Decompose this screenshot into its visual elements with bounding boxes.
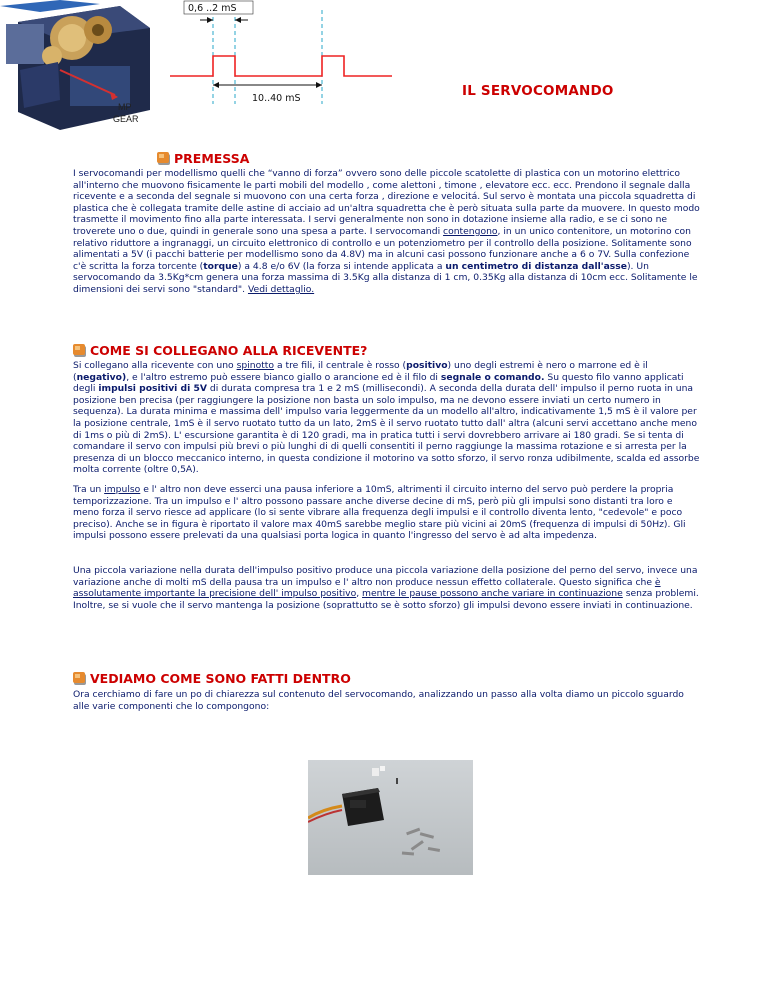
photo-label-mp: MP <box>118 102 132 112</box>
servo-gear-photo <box>0 0 155 135</box>
servo-disassembled-photo <box>308 760 473 875</box>
period-label: 10..40 mS <box>252 93 301 104</box>
heading-collegano <box>73 344 367 358</box>
heading-bullet-icon <box>157 152 171 166</box>
collegano-paragraph-3: Una piccola variazione nella durata dell'impulso positivo produce una piccola variazione della posizione del perno del servo, invece una variazione anche di molti mS della pausa tra un impulso e l' altro non produce nessun effetto collaterale. Questo significa che è assolutamente importante la precisione dell' impulso positivo, mentre le pause possono anche variare in continuazione senza problemi. Inoltre, se si vuole che il servo mantenga la posizione (soprattutto se è sotto sforzo) gli impulsi devono essere inviati in continuazione. <box>73 565 699 611</box>
heading-bullet-icon <box>73 672 87 686</box>
heading-premessa-text: PREMESSA <box>174 151 250 166</box>
premessa-paragraph: I servocomandi per modellismo quelli che “vanno di forza” ovvero sono delle piccole scatolette di plastica con un motorino elettrico all'interno che muovono fisicamente le parti mobili del modello , come alettoni , timone , elevatore ecc. ecc. Prendono il segnale dalla ricevente e a seconda del segnale si muovono con una certa forza , direzione e velocitá. Sul servo è montata una piccola squadretta di plastica che è collegata tramite delle astine di acciaio ad un'altra squadretta che è però situata sulla parte da muovere. In questo modo trasmette il movimento fino alla parte interessata. I servi generalmente non sono in dotazione insieme alla radio, e se ci sono ne troverete uno o due, quindi in generale sono una spesa a parte. I servocomandi contengono, in un unico contenitore, un motorino con relativo riduttore a ingranaggi, un circuito elettronico di controllo e un potenziometro per il controllo della posizione. Solitamente sono alimentati a 5V (i pacchi batterie per modellismo sono da 4.8V) ma in alcuni casi possono funzionare anche a 6 o 7V. Sulla confezione c'è scritta la forza torcente (torque) a 4.8 e/o 6V (la forza si intende applicata a un centimetro di distanza dall'asse). Un servocomando da 3.5Kg*cm genera una forza massima di 3.5Kg alla distanza di 1 cm, 0.35Kg alla distanza di 10cm ecc. Solitamente le dimensioni dei servi sono "standard". Vedi dettaglio. <box>73 168 700 295</box>
heading-premessa <box>157 152 249 166</box>
collegano-paragraph-1: Si collegano alla ricevente con uno spinotto a tre fili, il centrale è rosso (positivo) uno degli estremi è nero o marrone ed è il (negativo), e l'altro estremo può essere bianco giallo o arancione ed è il filo di segnale o comando. Su questo filo vanno applicati degli impulsi positivi di 5V di durata compresa tra 1 e 2 mS (millisecondi). A seconda della durata dell' impulso il perno ruota in una posizione ben precisa (per raggiungere la posizione non basta un solo impulso, ma ne devono essere inviati un certo numero in sequenza). La durata minima e massima dell' impulso varia leggermente da un modello all'altro, indicativamente 1,5 mS è il valore per la posizione centrale, 1mS è il servo ruotato tutto da un lato, 2mS è il servo ruotato tutto dall' altra (alcuni servi accettano anche meno di 1ms o più di 2mS). L' escursione garantita è di 120 gradi, ma in pratica tutti i servi dovrebbero arrivare ai 180 gradi. Se si tenta di comandare il servo con impulsi più brevi o più lunghi di di quelli consentiti il perno raggiunge la massima rotazione e si arresta per la presenza di un blocco meccanico interno, in questa condizione il motorino va sotto sforzo, il servo ronza udibilmente, scalda ed assorbe molta corrente (oltre 0,5A). <box>73 360 700 476</box>
dentro-paragraph: Ora cerchiamo di fare un po di chiarezza sul contenuto del servocomando, analizzando un passo alla volta diamo un piccolo sguardo alle varie componenti che lo compongono: <box>73 689 684 712</box>
signal-waveform <box>170 56 392 76</box>
heading-dentro-text: VEDIAMO COME SONO FATTI DENTRO <box>90 671 351 686</box>
pulse-timing-diagram <box>170 0 460 112</box>
page-title: IL SERVOCOMANDO <box>462 83 614 99</box>
pulse-width-label: 0,6 ..2 mS <box>188 3 237 14</box>
heading-collegano-text: COME SI COLLEGANO ALLA RICEVENTE? <box>90 343 368 358</box>
vedi-dettaglio-link[interactable]: Vedi dettaglio. <box>247 283 315 295</box>
heading-dentro <box>73 672 351 686</box>
photo-label-gear: GEAR <box>113 114 139 124</box>
heading-bullet-icon <box>73 344 87 358</box>
collegano-paragraph-2: Tra un impulso e l' altro non deve esserci una pausa inferiore a 10mS, altrimenti il circuito interno del servo può perdere la propria temporizzazione. Tra un impulso e l' altro possono passare anche diverse decine di mS, però più gli impulsi sono distanti tra loro e meno forza il servo riesce ad applicare (lo si sente vibrare alla frequenza degli impulsi e il controllo diventa lento, "cedevole" e poco preciso). Anche se in figura è riportato il valore max 40mS sarebbe meglio stare più vicini ai 20mS (frequenza di impulsi di 50Hz). Gli impulsi possono essere prelevati da una qualsiasi porta logica in quanto l'ingresso del servo è ad alta impedenza. <box>73 484 686 542</box>
